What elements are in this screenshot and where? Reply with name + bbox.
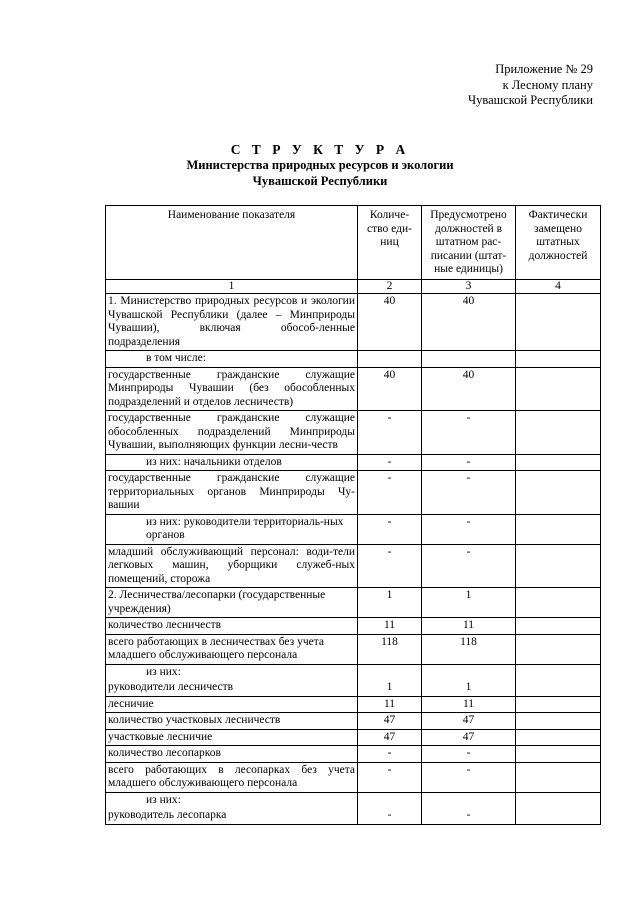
table-row bbox=[106, 367, 601, 411]
row-filled bbox=[516, 454, 601, 471]
row-unit-count: 1 bbox=[358, 588, 422, 618]
table-row bbox=[106, 618, 601, 635]
row-name: количество лесничеств bbox=[106, 618, 358, 635]
table-row bbox=[106, 544, 601, 588]
column-number: 4 bbox=[516, 279, 601, 294]
row-name: из них: bbox=[106, 664, 358, 680]
row-planned: - bbox=[422, 411, 516, 455]
row-name: младший обслуживающий персонал: води-тели легковых машин, уборщики служеб-ных помещений, сторожа bbox=[106, 544, 358, 588]
table-row bbox=[106, 762, 601, 792]
row-unit-count: - bbox=[358, 454, 422, 471]
row-filled bbox=[516, 351, 601, 368]
table-row bbox=[106, 746, 601, 763]
row-planned: 1 bbox=[422, 588, 516, 618]
row-filled bbox=[516, 792, 601, 808]
row-name: участковые лесничие bbox=[106, 729, 358, 746]
row-unit-count: 47 bbox=[358, 713, 422, 730]
structure-table bbox=[105, 205, 601, 825]
header-planned-positions: Предусмотрено должностей в штатном рас-писании (штат-ные единицы) bbox=[422, 206, 516, 280]
title-line-2: Министерства природных ресурсов и экологии bbox=[186, 158, 454, 172]
row-planned: 47 bbox=[422, 729, 516, 746]
row-planned: - bbox=[422, 454, 516, 471]
row-planned: 47 bbox=[422, 713, 516, 730]
document-title bbox=[0, 141, 640, 189]
row-name: государственные гражданские служащие обособленных подразделений Минприроды Чувашии, выполняющих функции лесни-честв bbox=[106, 411, 358, 455]
header-unit-count: Количе-ство еди-ниц bbox=[358, 206, 422, 280]
row-unit-count: 118 bbox=[358, 634, 422, 664]
row-name: в том числе: bbox=[106, 351, 358, 368]
row-filled bbox=[516, 544, 601, 588]
row-unit-count: - bbox=[358, 514, 422, 544]
table-row bbox=[106, 471, 601, 515]
row-unit-count: - bbox=[358, 411, 422, 455]
row-name: лесничие bbox=[106, 696, 358, 713]
row-unit-count bbox=[358, 792, 422, 808]
table-row bbox=[106, 454, 601, 471]
row-unit-count: - bbox=[358, 808, 422, 824]
title-line-3: Чувашской Республики bbox=[252, 173, 388, 188]
row-name: государственные гражданские служащие Минприроды Чувашии (без обособленных подразделений и отделов лесничеств) bbox=[106, 367, 358, 411]
row-filled bbox=[516, 588, 601, 618]
appendix-line-3: Чувашской Республики bbox=[467, 93, 593, 107]
table-row bbox=[106, 351, 601, 368]
column-number: 1 bbox=[106, 279, 358, 294]
table-row bbox=[106, 664, 601, 680]
row-planned: 40 bbox=[422, 294, 516, 351]
header-indicator-name: Наименование показателя bbox=[106, 206, 358, 280]
row-filled bbox=[516, 664, 601, 680]
row-planned: - bbox=[422, 746, 516, 763]
row-planned: - bbox=[422, 762, 516, 792]
row-name: количество лесопарков bbox=[106, 746, 358, 763]
row-unit-count: 11 bbox=[358, 696, 422, 713]
row-unit-count: 47 bbox=[358, 729, 422, 746]
row-filled bbox=[516, 367, 601, 411]
row-name: из них: начальники отделов bbox=[106, 454, 358, 471]
row-planned: 40 bbox=[422, 367, 516, 411]
row-unit-count: - bbox=[358, 746, 422, 763]
row-name: всего работающих в лесопарках без учета младшего обслуживающего персонала bbox=[106, 762, 358, 792]
table-row bbox=[106, 713, 601, 730]
row-filled bbox=[516, 696, 601, 713]
row-planned bbox=[422, 792, 516, 808]
row-unit-count: - bbox=[358, 762, 422, 792]
appendix-line-2: к Лесному плану bbox=[502, 77, 593, 92]
table-row bbox=[106, 294, 601, 351]
row-name: из них: bbox=[106, 792, 358, 808]
row-filled bbox=[516, 411, 601, 455]
column-number: 3 bbox=[422, 279, 516, 294]
row-filled bbox=[516, 808, 601, 824]
appendix-line-1: Приложение № 29 bbox=[495, 62, 593, 76]
row-name: государственные гражданские служащие территориальных органов Минприроды Чу-вашии bbox=[106, 471, 358, 515]
row-planned bbox=[422, 351, 516, 368]
row-name: всего работающих в лесничествах без учета младшего обслуживающего персонала bbox=[106, 634, 358, 664]
row-name: руководители лесничеств bbox=[106, 680, 358, 696]
row-unit-count: 1 bbox=[358, 680, 422, 696]
row-name: количество участковых лесничеств bbox=[106, 713, 358, 730]
row-filled bbox=[516, 294, 601, 351]
column-number: 2 bbox=[358, 279, 422, 294]
row-filled bbox=[516, 713, 601, 730]
row-planned: - bbox=[422, 544, 516, 588]
row-planned: - bbox=[422, 514, 516, 544]
row-filled bbox=[516, 762, 601, 792]
header-filled-positions: Фактически замещено штатных должностей bbox=[516, 206, 601, 280]
row-filled bbox=[516, 680, 601, 696]
row-name: руководитель лесопарка bbox=[106, 808, 358, 824]
row-planned: - bbox=[422, 808, 516, 824]
table-row bbox=[106, 514, 601, 544]
row-unit-count: 40 bbox=[358, 294, 422, 351]
row-unit-count bbox=[358, 351, 422, 368]
row-planned: 1 bbox=[422, 680, 516, 696]
row-planned: 118 bbox=[422, 634, 516, 664]
row-filled bbox=[516, 618, 601, 635]
row-unit-count: 11 bbox=[358, 618, 422, 635]
table-row bbox=[106, 634, 601, 664]
table-row bbox=[106, 808, 601, 824]
header-row bbox=[106, 206, 601, 280]
title-line-1: С Т Р У К Т У Р А bbox=[230, 142, 410, 157]
appendix-note bbox=[468, 62, 593, 109]
row-name: 1. Министерство природных ресурсов и экологии Чувашской Республики (далее – Минприроды Чувашии), включая обособ-ленные подразделения bbox=[106, 294, 358, 351]
row-filled bbox=[516, 729, 601, 746]
table-row bbox=[106, 729, 601, 746]
row-unit-count: - bbox=[358, 544, 422, 588]
table-row bbox=[106, 411, 601, 455]
row-name: 2. Лесничества/лесопарки (государственные учреждения) bbox=[106, 588, 358, 618]
row-planned: 11 bbox=[422, 696, 516, 713]
row-planned: - bbox=[422, 471, 516, 515]
row-unit-count: 40 bbox=[358, 367, 422, 411]
row-unit-count bbox=[358, 664, 422, 680]
table-row bbox=[106, 588, 601, 618]
row-unit-count: - bbox=[358, 471, 422, 515]
row-planned: 11 bbox=[422, 618, 516, 635]
row-filled bbox=[516, 746, 601, 763]
row-filled bbox=[516, 634, 601, 664]
row-filled bbox=[516, 471, 601, 515]
column-number-row bbox=[106, 279, 601, 294]
table-row bbox=[106, 680, 601, 696]
row-filled bbox=[516, 514, 601, 544]
row-name: из них: руководители территориаль-ных органов bbox=[106, 514, 358, 544]
table-row bbox=[106, 792, 601, 808]
row-planned bbox=[422, 664, 516, 680]
table-row bbox=[106, 696, 601, 713]
